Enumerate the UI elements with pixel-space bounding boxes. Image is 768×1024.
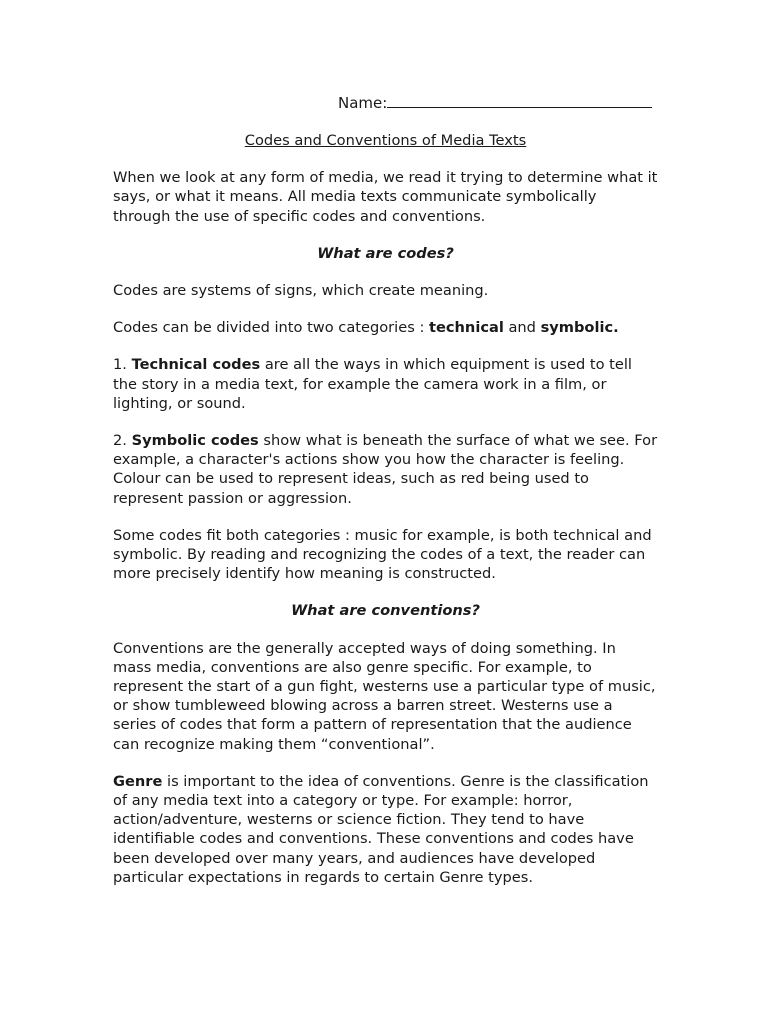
name-field-line: [338, 93, 658, 113]
name-blank-line: [387, 93, 652, 108]
symbolic-codes-text: show what is beneath the surface of what we see. For example, a character's actions show you how the character is feeling. Colour can be used to represent ideas, such as red being used to represent passion or aggression.: [113, 432, 658, 507]
both-categories-paragraph: Some codes fit both categories : music for example, is both technical and symbolic. By reading and recognizing the codes of a text, the reader can more precisely identify how meaning is constructed.: [113, 526, 652, 583]
codes-definition: Codes are systems of signs, which create meaning.: [113, 282, 489, 300]
symbolic-codes-term: Symbolic codes: [131, 432, 259, 450]
technical-codes-term: Technical codes: [131, 356, 261, 374]
technical-codes-text: are all the ways in which equipment is used to tell the story in a media text, for example the camera work in a film, or lighting, or sound.: [113, 356, 632, 412]
conventions-definition: Conventions are the generally accepted ways of doing something. In mass media, conventions are also genre specific. For example, to represent the start of a gun fight, westerns use a particular type of music, or show tumbleweed blowing across a barren street. Westerns use a series of codes that form a pattern of representation that the audience can recognize making them “conventional”.: [113, 639, 656, 753]
document-title: Codes and Conventions of Media Texts: [244, 132, 527, 149]
categories-and: and: [503, 319, 541, 337]
genre-paragraph: [113, 772, 658, 887]
name-label: Name:: [338, 94, 388, 112]
conventions-heading: What are conventions?: [291, 602, 480, 620]
genre-text: is important to the idea of conventions. Genre is the classification of any media text into a category or type. For example: horror, action/adventure, westerns or science fiction. They tend to have identifiable codes and conventions. These conventions and codes have been developed over many years, and audiences have developed particular expectations in regards to certain Genre types.: [113, 772, 649, 886]
symbolic-number: 2.: [113, 432, 132, 450]
worksheet-page: [113, 93, 658, 887]
intro-paragraph: When we look at any form of media, we read it trying to determine what it says, or what it means. All media texts communicate symbolically through the use of specific codes and conventions.: [113, 169, 658, 225]
codes-categories-paragraph: [113, 318, 658, 337]
categories-prefix: Codes can be divided into two categories :: [113, 319, 430, 337]
categories-technical: technical: [429, 319, 504, 337]
genre-term: Genre: [113, 772, 163, 790]
symbolic-codes-paragraph: [113, 431, 658, 508]
technical-codes-paragraph: [113, 355, 658, 413]
codes-heading: What are codes?: [317, 244, 454, 262]
technical-number: 1.: [113, 356, 132, 374]
categories-symbolic: symbolic.: [540, 319, 619, 337]
